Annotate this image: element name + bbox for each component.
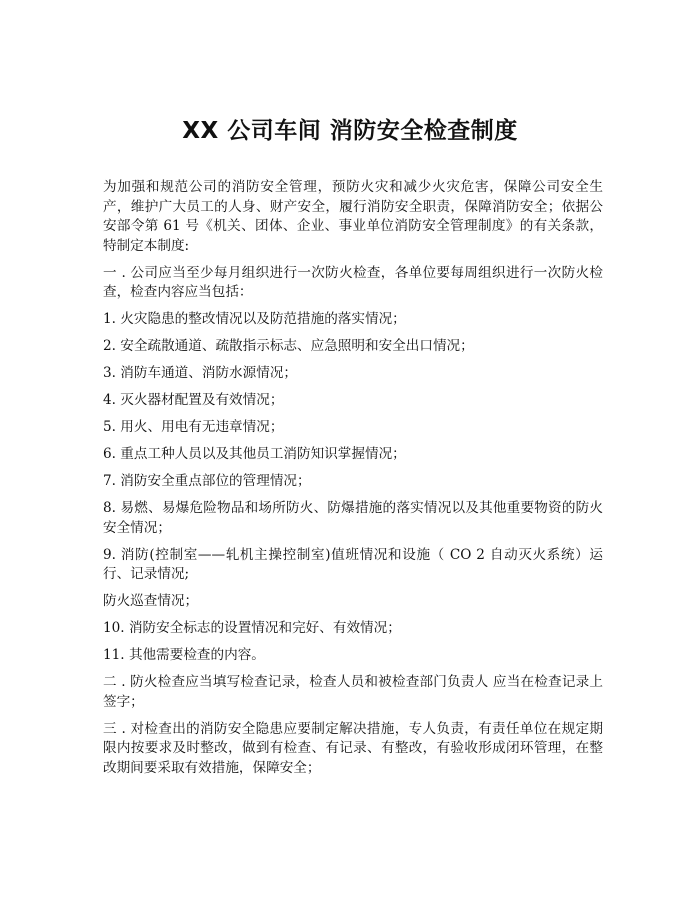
list-item-1: 1. 火灾隐患的整改情况以及防范措施的落实情况； [103,311,406,327]
list-item-8: 8. 易燃、易爆危险物品和场所防火、防爆措施的落实情况以及其他重要物资的防火安全情况； [103,500,603,536]
list-item-9: 9. 消防(控制室——轧机主操控制室)值班情况和设施（ CO 2 自动灭火系统）运行、记录情况; [103,546,603,582]
list-item-10: 10. 消防安全标志的设置情况和完好、有效情况； [103,620,401,636]
section-one-paragraph: 一 . 公司应当至少每月组织进行一次防火检查，各单位要每周组织进行一次防火检查，检查内容应当包括： [103,264,603,300]
list-item-3: 3. 消防车通道、消防水源情况； [103,365,298,381]
list-item-11: 11. 其他需要检查的内容。 [103,647,265,663]
list-item-4: 4. 灭火器材配置及有效情况； [103,392,284,408]
list-item-6: 6. 重点工种人员以及其他员工消防知识掌握情况； [103,446,406,462]
list-item-2: 2. 安全疏散通道、疏散指示标志、应急照明和安全出口情况； [103,338,474,354]
intro-paragraph: 为加强和规范公司的消防安全管理，预防火灾和减少火灾危害，保障公司安全生产，维护广大员工的人身、财产安全，履行消防安全职责，保障消防安全；依据公安部令第 61 号《机关、团体、企业、事业单位消防安全管理制度》的有关条款，特制定本制度: [103,179,603,254]
document-title: XX 公司车间 消防安全检查制度 [182,118,518,144]
list-item-5: 5. 用火、用电有无违章情况； [103,419,284,435]
section-three-paragraph: 三 . 对检查出的消防安全隐患应要制定解决措施，专人负责，有责任单位在规定期限内按要求及时整改，做到有检查、有记录、有整改，有验收形成闭环管理，在整改期间要采取有效措施，保障安全； [103,720,603,776]
section-two-paragraph: 二 . 防火检查应当填写检查记录，检查人员和被检查部门负责人 应当在检查记录上签字； [103,674,603,710]
list-item-7: 7. 消防安全重点部位的管理情况； [103,473,311,489]
document-body [103,178,603,786]
fire-patrol-paragraph: 防火巡查情况； [103,593,199,609]
